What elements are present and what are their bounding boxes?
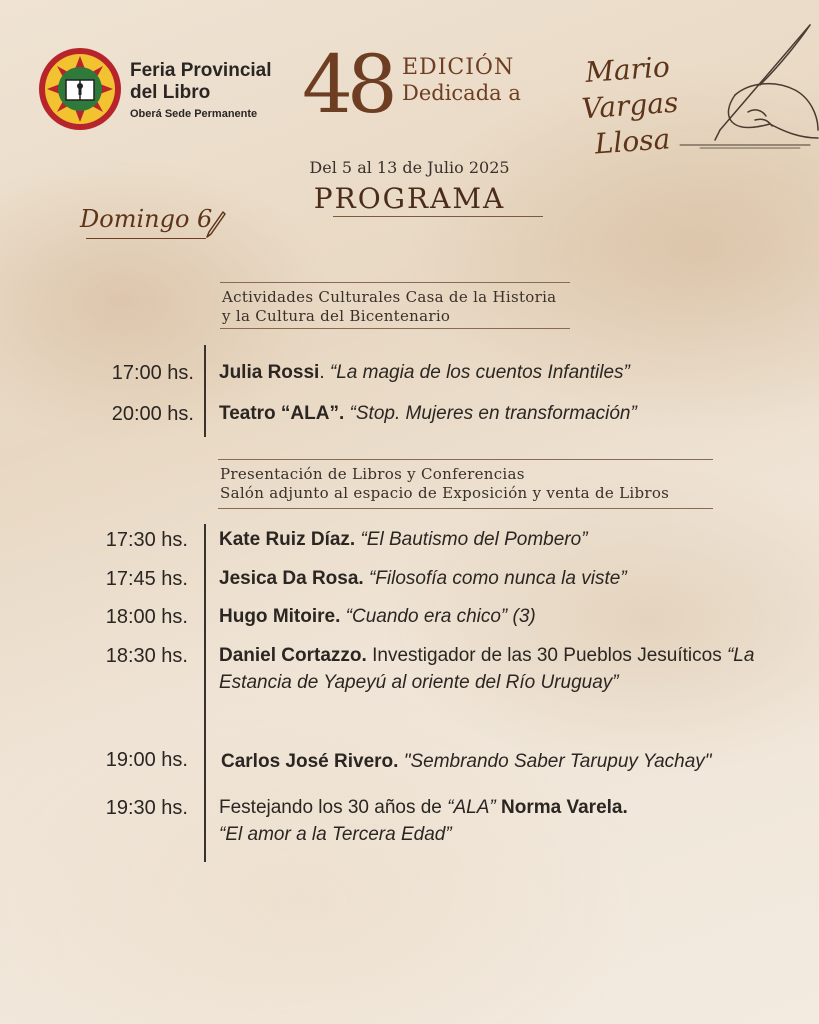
entry-title: “La Estancia de Yapeyú al oriente del Río Uruguay” [219,645,755,693]
entry-separator: . [319,362,330,383]
fair-name [130,60,272,121]
hand-writing-quill-icon [660,20,819,155]
entry-title: “Filosofía como nunca la viste” [368,568,627,589]
entry-title: "Sembrando Saber Tarupuy Yachay" [403,751,712,772]
entry-prefix: Festejando los 30 años de [219,797,448,818]
schedule-entry [219,642,759,696]
section-2-top-rule [218,459,713,460]
section-2-bottom-rule [218,508,713,509]
author-line1: Mario Vargas [580,50,680,126]
entry-name: Julia Rossi [219,362,320,383]
fair-name-line1: Feria Provincial [130,60,272,81]
fair-logo [38,47,122,131]
schedule-time: 19:00 hs. [105,749,188,771]
entry-name: Jesica Da Rosa. [219,568,364,589]
section-1-bottom-rule [220,328,570,329]
schedule-time: 18:00 hs. [105,606,188,628]
schedule-entry [219,359,799,386]
edition-number: 48 [302,38,392,131]
pen-icon [203,210,227,238]
schedule-entry [219,794,739,848]
schedule-entry [221,748,801,775]
schedule-entry [219,603,799,630]
entry-prefix-title: “ALA” [447,797,496,818]
section-1-title [222,288,556,326]
program-title-underline [333,216,543,217]
entry-name: Teatro “ALA”. [219,403,345,424]
schedule-time: 20:00 hs. [111,403,194,425]
schedule-entry [219,565,799,592]
day-label: Domingo 6 [80,205,213,233]
schedule-entry [219,400,799,427]
schedule-time: 17:45 hs. [105,568,188,590]
entry-title: “Cuando era chico” (3) [345,606,536,627]
schedule-time: 19:30 hs. [105,797,188,819]
section-2-title-line1: Presentación de Libros y Conferencias [220,465,525,483]
section-2-divider [204,524,206,862]
entry-title: “La magia de los cuentos Infantiles” [329,362,630,383]
section-1-title-line2: y la Cultura del Bicentenario [222,307,451,325]
fair-location: Oberá Sede Permanente [130,108,258,120]
fair-name-line2: del Libro [130,82,211,103]
schedule-entry [219,526,799,553]
entry-title: “Stop. Mujeres en transformación” [349,403,637,424]
author-line2: Llosa [593,122,672,161]
event-dates: Del 5 al 13 de Julio 2025 [309,158,510,177]
day-underline [86,238,206,239]
entry-title: “El Bautismo del Pombero” [360,529,588,550]
section-2-title-line2: Salón adjunto al espacio de Exposición y venta de Libros [220,484,670,502]
entry-description: Investigador de las 30 Pueblos Jesuíticos [372,645,727,666]
entry-name: Hugo Mitoire. [219,606,341,627]
schedule-time: 18:30 hs. [105,645,188,667]
section-1-top-rule [220,282,570,283]
entry-name: Carlos José Rivero. [221,751,399,772]
schedule-time: 17:30 hs. [105,529,188,551]
entry-name: Norma Varela. [495,797,628,818]
program-title: PROGRAMA [313,182,506,215]
section-1-divider [204,345,206,437]
entry-name: Daniel Cortazzo. [219,645,367,666]
edition-text [402,55,521,105]
schedule-time: 17:00 hs. [111,362,194,384]
section-1-title-line1: Actividades Culturales Casa de la Historia [222,288,557,306]
dedicated-label: Dedicada a [402,81,521,105]
entry-name: Kate Ruiz Díaz. [219,529,356,550]
entry-title: “El amor a la Tercera Edad” [219,824,452,845]
section-2-title [220,465,669,503]
edition-label: EDICIÓN [402,55,515,80]
